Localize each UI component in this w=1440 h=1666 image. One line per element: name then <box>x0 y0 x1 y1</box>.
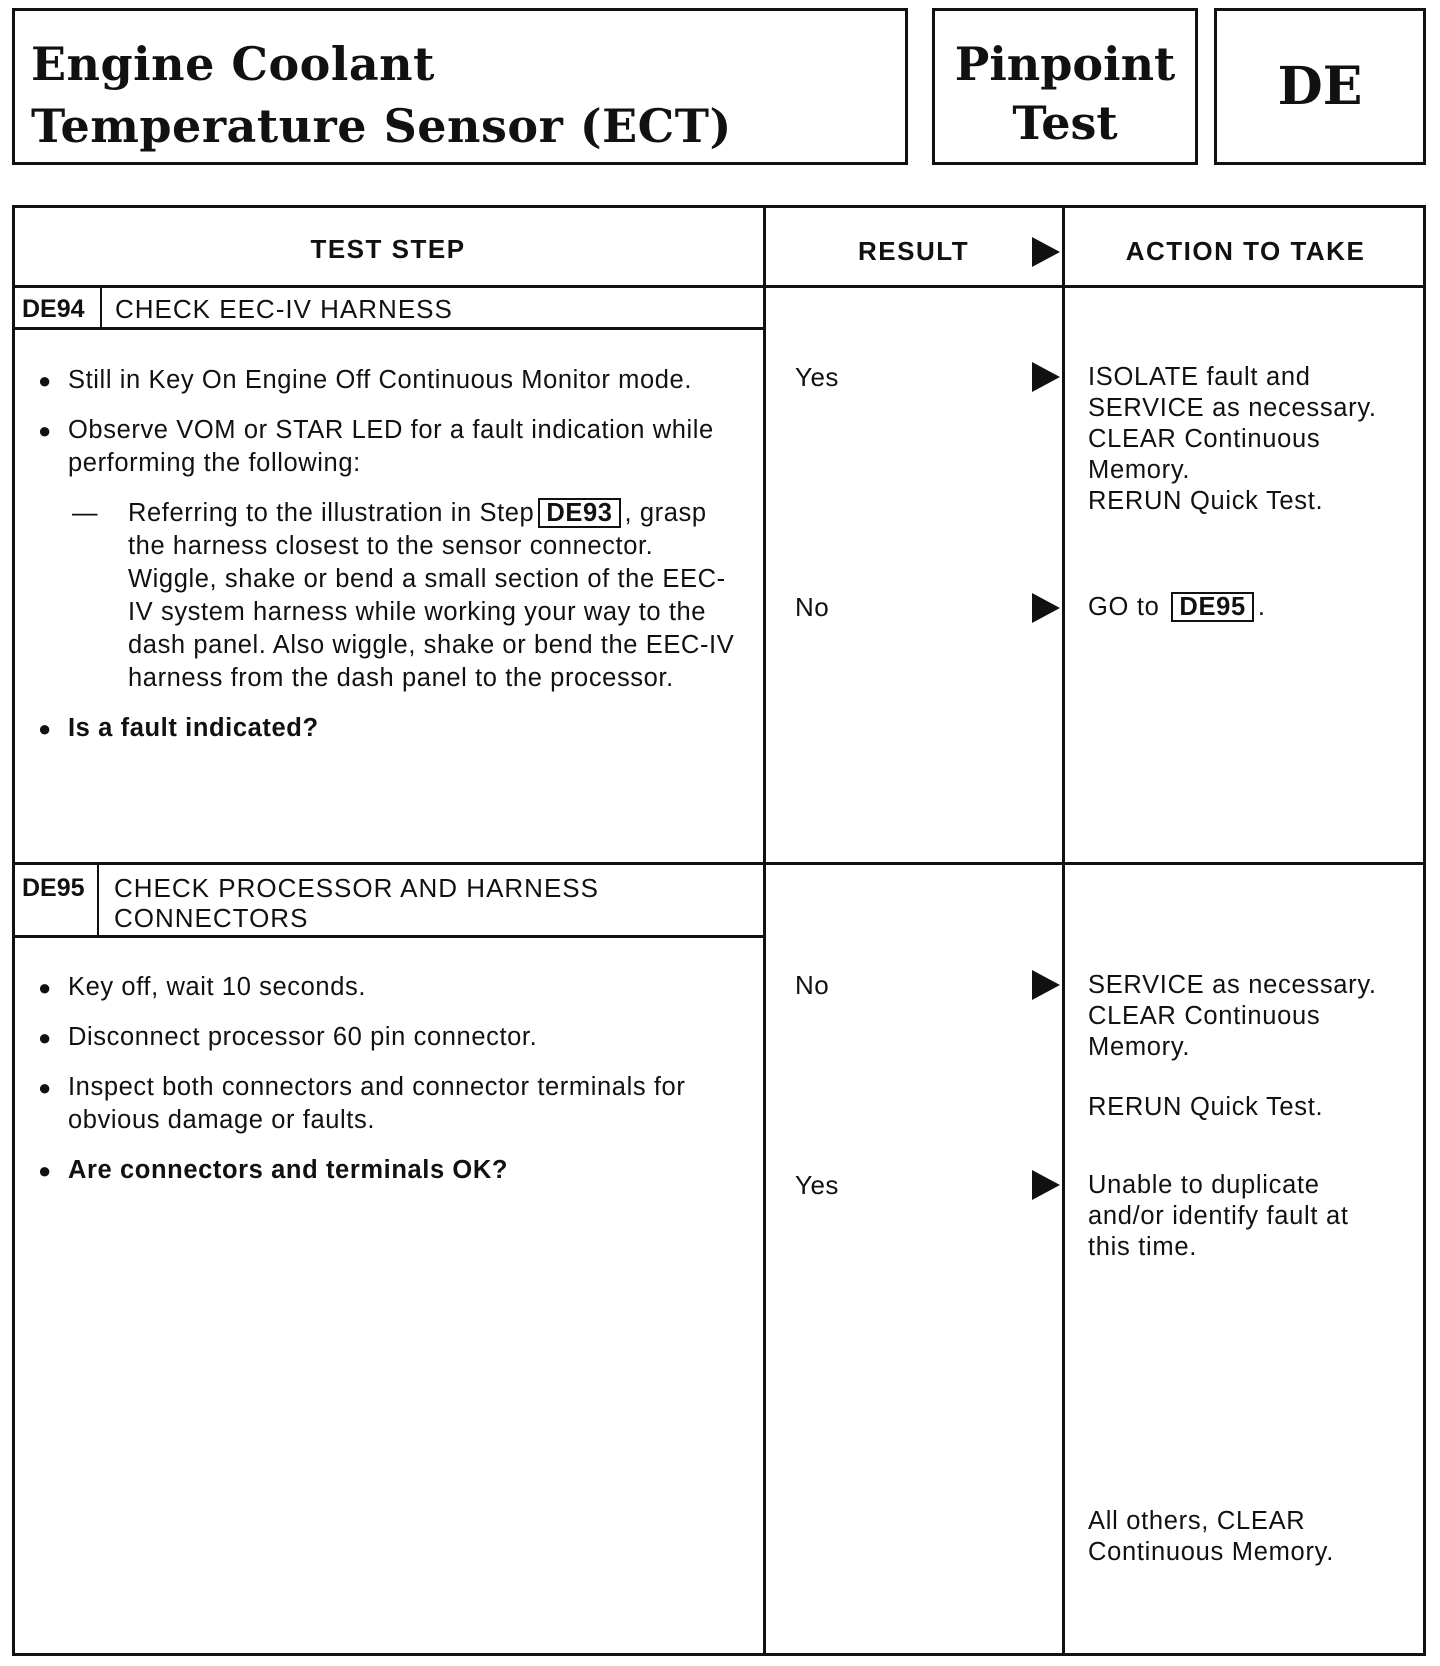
sub-item-text-end: , grasp the harness closest to the sensor connector. Wiggle, shake or bend a small section of the EEC-IV system harness while working your way to the dash panel. Also wiggle, shake or bend the EEC-IV harness from the dash panel to the processor. <box>128 499 735 692</box>
bullet-icon: ● <box>38 1025 52 1050</box>
bullet-icon: ● <box>38 1075 52 1100</box>
header-row-divider <box>12 285 1426 288</box>
bullet-text: Observe VOM or STAR LED for a fault indication while performing the following: <box>68 416 714 477</box>
list-item <box>72 497 738 695</box>
list-item <box>38 414 738 480</box>
action-no <box>1088 970 1418 1063</box>
action-line: SERVICE as necessary. <box>1088 394 1377 422</box>
step-id-de95: DE95 <box>22 874 85 902</box>
result-arrow-icon <box>1032 237 1060 267</box>
step-body-de94 <box>38 364 738 762</box>
action-line: and/or identify fault at <box>1088 1202 1349 1230</box>
step-title-de95-line2: CONNECTORS <box>114 903 309 933</box>
step-id-divider <box>100 288 102 328</box>
action-period: . <box>1257 593 1266 621</box>
pinpoint-test-box <box>932 8 1198 165</box>
column-header-result: RESULT <box>858 236 970 266</box>
action-line: Unable to duplicate <box>1088 1171 1320 1199</box>
page-title-line1: Engine Coolant <box>31 37 435 91</box>
sub-item-text <box>128 497 738 695</box>
test-code: DE <box>1277 56 1363 117</box>
step-divider <box>12 862 1426 865</box>
result-no: No <box>795 970 830 1000</box>
column-header-test-step: TEST STEP <box>310 234 466 264</box>
title-box <box>12 8 908 165</box>
column-divider-action <box>1062 205 1065 1656</box>
result-arrow-icon <box>1032 1170 1060 1200</box>
result-yes: Yes <box>795 1170 839 1200</box>
step-body-de95 <box>38 971 738 1204</box>
step-title-divider <box>12 327 764 330</box>
bullet-icon: ● <box>38 1158 52 1183</box>
result-no: No <box>795 592 830 622</box>
action-line: ISOLATE fault and <box>1088 363 1311 391</box>
step-question: Is a fault indicated? <box>68 714 319 742</box>
action-line: CLEAR Continuous <box>1088 425 1321 453</box>
action-line: All others, CLEAR <box>1088 1507 1306 1535</box>
result-arrow-icon <box>1032 970 1060 1000</box>
step-id-divider <box>97 865 99 935</box>
page-title-line2: Temperature Sensor (ECT) <box>31 99 732 153</box>
bullet-icon: ● <box>38 418 52 443</box>
result-arrow-icon <box>1032 362 1060 392</box>
step-title-de95-line1: CHECK PROCESSOR AND HARNESS <box>114 873 599 903</box>
bullet-text: Inspect both connectors and connector terminals for obvious damage or faults. <box>68 1073 686 1134</box>
action-line: RERUN Quick Test. <box>1088 487 1324 515</box>
sub-item-text-start: Referring to the illustration in Step <box>128 499 535 527</box>
list-item <box>38 1154 738 1187</box>
bullet-icon: ● <box>38 975 52 1000</box>
list-item <box>38 971 738 1004</box>
action-line: Continuous Memory. <box>1088 1538 1334 1566</box>
action-line: SERVICE as necessary. <box>1088 971 1377 999</box>
pinpoint-line1: Pinpoint <box>954 37 1176 91</box>
step-reference-de93: DE93 <box>538 498 620 528</box>
action-line: Memory. <box>1088 1033 1191 1061</box>
list-item <box>38 712 738 745</box>
column-divider-result <box>763 205 766 1656</box>
step-reference-de95: DE95 <box>1171 592 1254 622</box>
action-yes <box>1088 1170 1418 1263</box>
pinpoint-line2: Test <box>1012 96 1118 150</box>
step-title-de94: CHECK EEC-IV HARNESS <box>115 294 453 324</box>
result-yes: Yes <box>795 362 839 392</box>
step-id-de94: DE94 <box>22 295 85 323</box>
bullet-text: Key off, wait 10 seconds. <box>68 973 367 1001</box>
action-line: Memory. <box>1088 456 1191 484</box>
step-title-divider <box>12 935 764 938</box>
action-text: GO to <box>1088 593 1160 621</box>
list-item <box>38 364 738 397</box>
action-yes <box>1088 362 1418 517</box>
step-question: Are connectors and terminals OK? <box>68 1156 509 1184</box>
list-item <box>38 1021 738 1054</box>
dash-icon: — <box>72 499 99 527</box>
bullet-icon: ● <box>38 368 52 393</box>
action-line: CLEAR Continuous <box>1088 1002 1321 1030</box>
bullet-icon: ● <box>38 716 52 741</box>
action-all-others <box>1088 1506 1418 1568</box>
action-line: this time. <box>1088 1233 1198 1261</box>
action-rerun: RERUN Quick Test. <box>1088 1093 1324 1121</box>
action-no <box>1088 592 1266 623</box>
result-arrow-icon <box>1032 593 1060 623</box>
column-header-action: ACTION TO TAKE <box>1125 236 1366 266</box>
test-code-box <box>1214 8 1426 165</box>
bullet-text: Disconnect processor 60 pin connector. <box>68 1023 538 1051</box>
list-item <box>38 1071 738 1137</box>
bullet-text: Still in Key On Engine Off Continuous Monitor mode. <box>68 366 693 394</box>
